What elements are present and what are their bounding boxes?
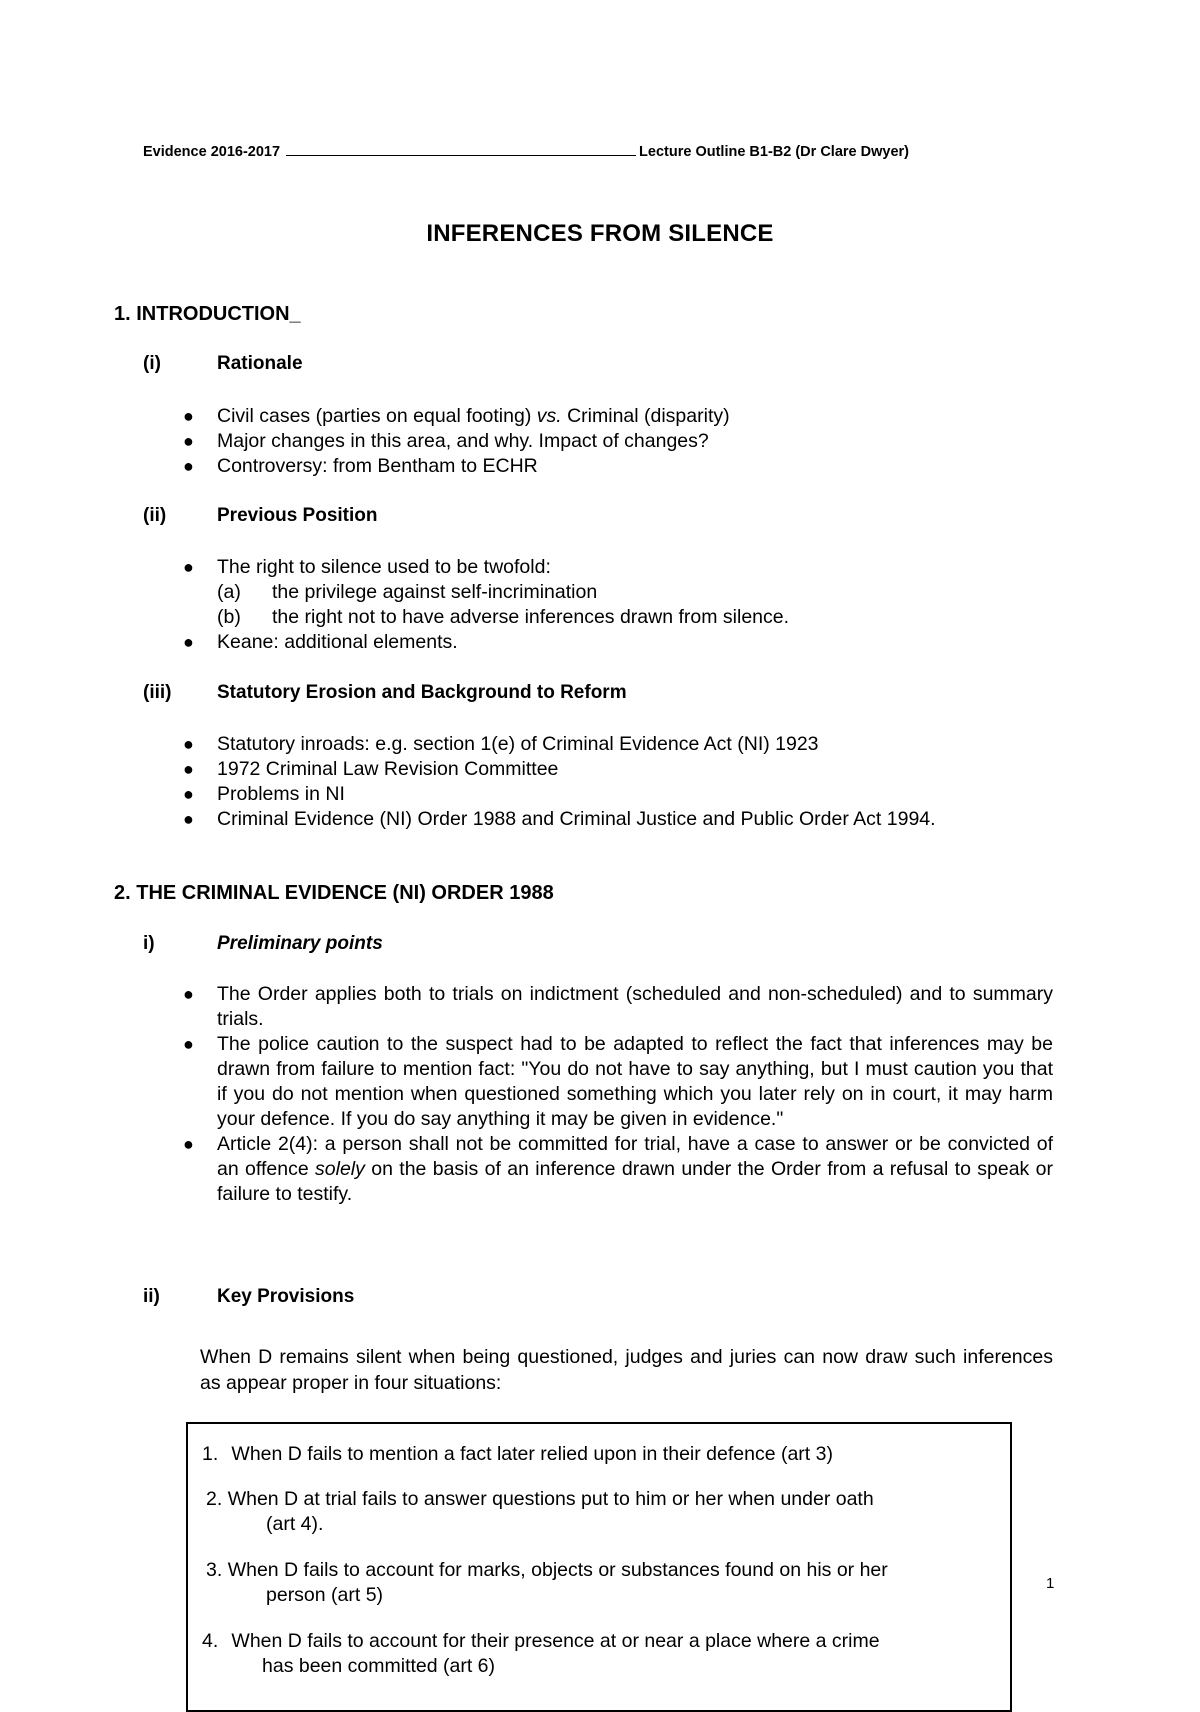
list-item: ● Problems in NI [183, 783, 345, 805]
bullet-icon: ● [183, 456, 194, 476]
subsection-2-ii-number: ii) [143, 1286, 160, 1307]
header-course: Evidence 2016-2017 [143, 144, 281, 160]
bullet-icon: ● [183, 1034, 194, 1054]
box-item-1: 1. When D fails to mention a fact later relied upon in their defence (art 3) [202, 1443, 833, 1465]
bullet-icon: ● [183, 557, 194, 577]
list-item: ● The police caution to the suspect had to be adapted to reflect the fact that inferences may be drawn from failure to mention fact: "You do not have to say anything, but I must caution you that if you do not mention when questioned something which you later rely on in court, it may harm your defence. If you do say anything it may be given in evidence." [183, 1033, 1053, 1130]
list-item: ● The right to silence used to be twofold: [183, 556, 551, 578]
list-subitem: (a) the privilege against self-incrimination [217, 581, 598, 603]
bullet-icon: ● [183, 984, 194, 1004]
bullet-icon: ● [183, 431, 194, 451]
subsection-1-iii-number: (iii) [143, 682, 172, 703]
bullet-icon: ● [183, 759, 194, 779]
page-number: 1 [1046, 1575, 1055, 1592]
bullet-icon: ● [183, 734, 194, 754]
subsection-2-i-title: Preliminary points [217, 933, 383, 954]
list-item: ● Civil cases (parties on equal footing) vs. Criminal (disparity) [183, 405, 730, 427]
page-title: INFERENCES FROM SILENCE [426, 220, 774, 247]
list-item: ● Major changes in this area, and why. Impact of changes? [183, 430, 709, 452]
preliminary-points-list [0, 982, 1200, 1207]
list-item: ● 1972 Criminal Law Revision Committee [183, 758, 559, 780]
list-subitem: (b) the right not to have adverse inferences drawn from silence. [217, 606, 790, 628]
provisions-box [186, 1422, 1012, 1712]
list-item: ● Keane: additional elements. [183, 631, 458, 653]
statutory-erosion-list [0, 732, 1200, 832]
bullet-icon: ● [183, 809, 194, 829]
list-item: ● Controversy: from Bentham to ECHR [183, 455, 538, 477]
bullet-icon: ● [183, 632, 194, 652]
header-lecture: Lecture Outline B1-B2 (Dr Clare Dwyer) [639, 144, 909, 160]
list-item: ● Criminal Evidence (NI) Order 1988 and Criminal Justice and Public Order Act 1994. [183, 808, 936, 830]
subsection-1-ii-title: Previous Position [217, 505, 378, 526]
section-2-heading: 2. THE CRIMINAL EVIDENCE (NI) ORDER 1988 [114, 882, 554, 904]
running-header [143, 144, 943, 160]
subsection-2-i-number: i) [143, 933, 155, 954]
previous-position-list [0, 555, 1200, 655]
bullet-icon: ● [183, 1134, 194, 1154]
header-rule [286, 145, 636, 156]
subsection-1-iii-title: Statutory Erosion and Background to Reform [217, 682, 627, 703]
box-item-3: 3. When D fails to account for marks, objects or substances found on his or her person (art 5) [206, 1559, 888, 1606]
subsection-2-ii-title: Key Provisions [217, 1286, 355, 1307]
list-item: ● The Order applies both to trials on indictment (scheduled and non-scheduled) and to summary trials. [183, 983, 1053, 1030]
box-item-2: 2. When D at trial fails to answer questions put to him or her when under oath (art 4). [206, 1488, 874, 1535]
subsection-1-i-number: (i) [143, 353, 161, 374]
bullet-icon: ● [183, 406, 194, 426]
subsection-1-i-title: Rationale [217, 353, 303, 374]
list-item: ● Statutory inroads: e.g. section 1(e) of Criminal Evidence Act (NI) 1923 [183, 733, 819, 755]
box-item-4: 4. When D fails to account for their presence at or near a place where a crime has been committed (art 6) [202, 1630, 880, 1677]
section-1-heading: 1. INTRODUCTION_ [114, 303, 301, 325]
subsection-1-ii-number: (ii) [143, 505, 167, 526]
list-item: ● Article 2(4): a person shall not be committed for trial, have a case to answer or be convicted of an offence solely on the basis of an inference drawn under the Order from a refusal to speak or failure to testify. [183, 1133, 1053, 1205]
bullet-icon: ● [183, 784, 194, 804]
key-provisions-paragraph: When D remains silent when being questioned, judges and juries can now draw such inferences as appear proper in four situations: [200, 1346, 1053, 1394]
rationale-list [0, 404, 1200, 479]
